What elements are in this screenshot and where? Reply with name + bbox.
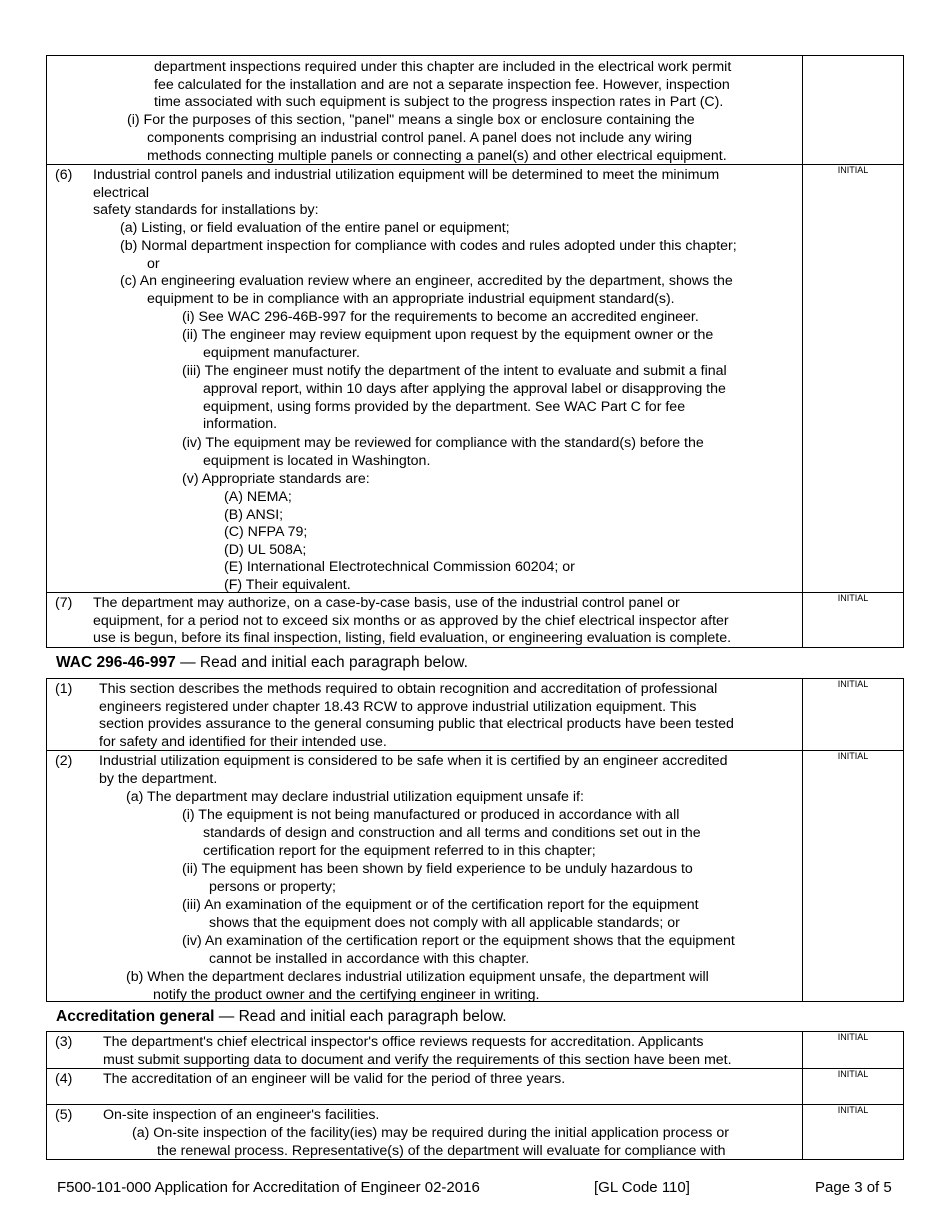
heading-bold: Accreditation general [56,1008,215,1025]
text-line: (a) The department may declare industrial utilization equipment unsafe if: [126,789,584,805]
footer-gl-code: [GL Code 110] [594,1179,690,1196]
paragraph-2 [47,751,803,1002]
initial-box[interactable] [803,1032,904,1069]
initial-box[interactable] [803,165,904,593]
table-row [47,165,904,593]
table-row [47,1069,904,1105]
text-line: The department's chief electrical inspector's office reviews requests for accreditation. Applicants [103,1034,704,1050]
paragraph-number: (7) [55,595,73,611]
text-line: time associated with such equipment is subject to the progress inspection rates in Part (C). [154,94,724,111]
text-line: components comprising an industrial control panel. A panel does not include any wiring [147,130,692,146]
initial-box[interactable] [803,751,904,1002]
text-line: (a) Listing, or field evaluation of the entire panel or equipment; [120,220,510,236]
paragraph-5 [47,1105,803,1160]
text-line: the renewal process. Representative(s) of the department will evaluate for compliance with [157,1143,726,1159]
initial-label: INITIAL [837,679,869,689]
text-line: equipment manufacturer. [203,345,360,361]
initial-label: INITIAL [837,1069,869,1079]
text-line: (iii) An examination of the equipment or of the certification report for the equipment [182,897,699,913]
table-row [47,56,904,165]
text-line: (a) On-site inspection of the facility(ies) may be required during the initial application process or [132,1125,729,1141]
table-row [47,1105,904,1160]
text-line: (i) For the purposes of this section, "panel" means a single box or enclosure containing the [127,112,695,128]
text-line: Industrial control panels and industrial utilization equipment will be determined to meet the minimum [93,167,720,183]
text-line: cannot be installed in accordance with this chapter. [209,951,530,967]
paragraph-number: (1) [55,681,73,697]
text-line: (F) Their equivalent. [224,576,351,593]
text-line: (iv) An examination of the certification report or the equipment shows that the equipment [182,933,735,949]
table-section-wac-296-46b-continued [46,55,904,648]
initial-box[interactable] [803,56,904,165]
text-line: (i) See WAC 296-46B-997 for the requirements to become an accredited engineer. [182,309,699,325]
initial-label: INITIAL [837,165,869,175]
text-line: (A) NEMA; [224,489,292,505]
text-line: methods connecting multiple panels or connecting a panel(s) and other electrical equipment. [147,147,727,164]
heading-instruction: — Read and initial each paragraph below. [214,1008,507,1025]
text-line: (D) UL 508A; [224,541,307,558]
text-line: (c) An engineering evaluation review where an engineer, accredited by the department, shows the [120,273,733,289]
heading-bold: WAC 296-46-997 [56,654,176,671]
text-line: equipment is located in Washington. [203,453,431,469]
text-line: notify the product owner and the certifying engineer in writing. [153,987,540,1003]
paragraph-6 [47,165,803,593]
text-line: equipment, using forms provided by the department. See WAC Part C for fee [203,398,686,415]
footer-page-number: Page 3 of 5 [815,1179,892,1196]
text-line: Industrial utilization equipment is considered to be safe when it is certified by an engineer accredited [99,753,728,769]
initial-label: INITIAL [837,593,869,603]
text-line: (iii) The engineer must notify the department of the intent to evaluate and submit a final [182,363,727,379]
text-line: (b) When the department declares industrial utilization equipment unsafe, the department will [126,969,709,985]
table-section-wac-296-46-997 [46,678,904,1002]
text-line: electrical [93,184,149,201]
initial-box[interactable] [803,1069,904,1105]
text-line: must submit supporting data to document and verify the requirements of this section have been met. [103,1051,732,1068]
section-heading-accreditation-general [56,1008,507,1026]
text-line: use is begun, before its final inspection, listing, field evaluation, or engineering evaluation is complete. [93,630,732,647]
table-row [47,1032,904,1069]
text-line: (iv) The equipment may be reviewed for compliance with the standard(s) before the [182,435,704,451]
text-line: This section describes the methods required to obtain recognition and accreditation of professional [99,681,718,697]
paragraph-number: (6) [55,167,73,183]
text-line: persons or property; [209,879,336,895]
text-line: standards of design and construction and all terms and conditions set out in the [203,825,701,841]
paragraph-3 [47,1032,803,1069]
text-line: (i) The equipment is not being manufactured or produced in accordance with all [182,807,680,823]
text-line: department inspections required under this chapter are included in the electrical work permit [154,59,732,75]
text-line: equipment, for a period not to exceed six months or as approved by the chief electrical inspector after [93,612,729,629]
text-line: engineers registered under chapter 18.43 RCW to approve industrial utilization equipment. This [99,698,697,715]
paragraph-number: (3) [55,1034,73,1050]
text-line: equipment to be in compliance with an appropriate industrial equipment standard(s). [147,291,675,307]
text-line: (ii) The equipment has been shown by field experience to be unduly hazardous to [182,861,693,877]
text-line: certification report for the equipment referred to in this chapter; [203,842,596,859]
text-line: section provides assurance to the general consuming public that electrical products have been tested [99,716,734,733]
paragraph-4 [47,1069,803,1105]
table-row [47,679,904,751]
text-line: The accreditation of an engineer will be valid for the period of three years. [103,1071,566,1087]
text-line: The department may authorize, on a case-by-case basis, use of the industrial control panel or [93,595,680,611]
paragraph-1 [47,679,803,751]
text-line: safety standards for installations by: [93,202,319,219]
text-line: (C) NFPA 79; [224,524,308,541]
initial-label: INITIAL [837,1032,869,1042]
text-line: (E) International Electrotechnical Commission 60204; or [224,559,575,576]
section-heading-wac-296-46-997 [56,654,468,672]
text-line: (v) Appropriate standards are: [182,471,370,487]
paragraph-number: (5) [55,1107,73,1123]
text-line: shows that the equipment does not comply with all applicable standards; or [209,915,680,931]
text-line: for safety and identified for their intended use. [99,733,387,750]
table-row [47,593,904,648]
initial-box[interactable] [803,679,904,751]
text-line: (b) Normal department inspection for compliance with codes and rules adopted under this chapter; [120,237,737,254]
text-line: approval report, within 10 days after applying the approval label or disapproving the [203,381,726,397]
text-line: fee calculated for the installation and are not a separate inspection fee. However, inspection [154,76,730,93]
paragraph-number: (4) [55,1071,73,1087]
text-line: by the department. [99,770,218,787]
table-section-accreditation-general [46,1031,904,1160]
text-line: or [147,256,160,272]
text-line: (ii) The engineer may review equipment upon request by the equipment owner or the [182,326,714,343]
paragraph-7 [47,593,803,648]
heading-instruction: — Read and initial each paragraph below. [175,654,468,671]
footer-form-id: F500-101-000 Application for Accreditation of Engineer 02-2016 [57,1179,480,1196]
initial-box[interactable] [803,1105,904,1160]
paragraph-5-continued [47,56,803,165]
initial-label: INITIAL [837,1105,869,1115]
text-line: information. [203,416,278,433]
paragraph-number: (2) [55,753,73,769]
text-line: (B) ANSI; [224,506,284,523]
initial-label: INITIAL [837,751,869,761]
table-row [47,751,904,1002]
text-line: On-site inspection of an engineer's facilities. [103,1107,380,1123]
initial-box[interactable] [803,593,904,648]
